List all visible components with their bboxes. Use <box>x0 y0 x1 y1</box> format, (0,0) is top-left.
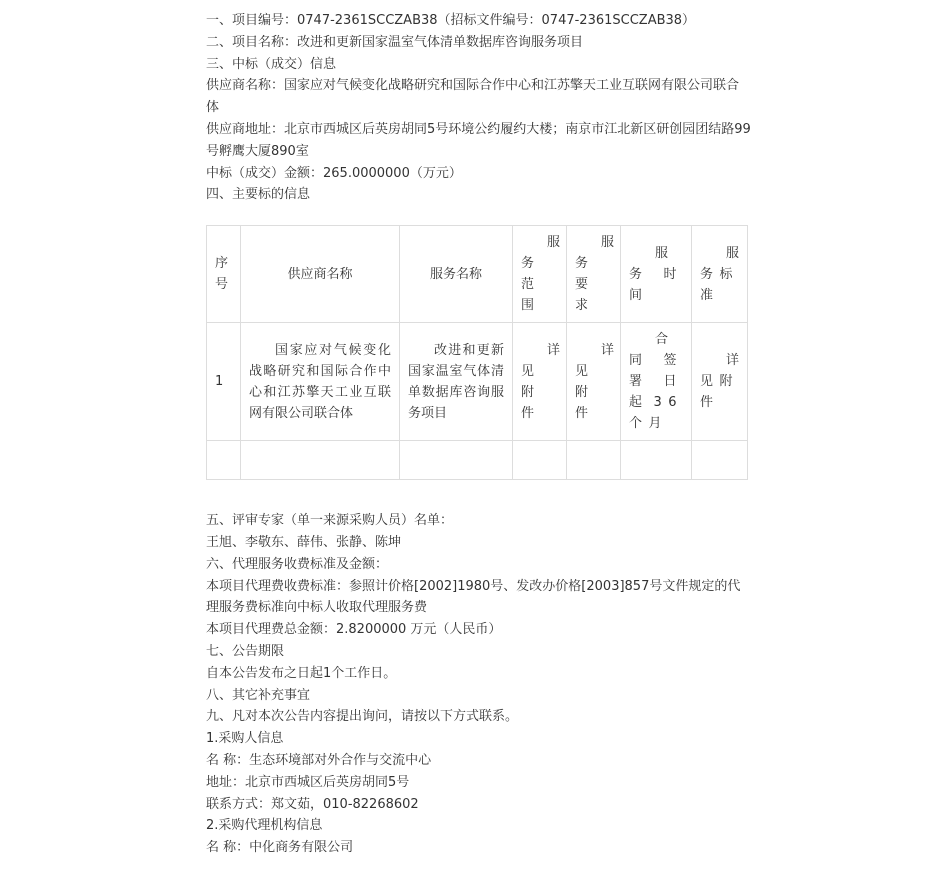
header-no: 序号 <box>207 226 241 323</box>
agency-heading: 2.采购代理机构信息 <box>206 818 323 834</box>
purchaser-name: 名 称：生态环境部对外合作与交流中心 <box>206 752 432 768</box>
main-subject-table-wrap <box>206 225 751 480</box>
main-subject-table <box>206 225 748 480</box>
agency-fee-heading: 六、代理服务收费标准及金额： <box>206 556 389 572</box>
empty-cell <box>621 441 692 480</box>
experts-names: 王旭、李敬东、薛伟、张静、陈坤 <box>206 534 402 550</box>
purchaser-heading: 1.采购人信息 <box>206 731 284 747</box>
project-name: 二、项目名称：改进和更新国家温室气体清单数据库咨询服务项目 <box>206 34 584 50</box>
period-text: 自本公告发布之日起1个工作日。 <box>206 665 397 681</box>
period-heading: 七、公告期限 <box>206 643 285 659</box>
header-supplier: 供应商名称 <box>241 226 400 323</box>
header-service-name: 服务名称 <box>400 226 513 323</box>
experts-heading: 五、评审专家（单一来源采购人员）名单： <box>206 513 454 529</box>
purchaser-phone: 联系方式：郑文茹，010-82268602 <box>206 796 419 812</box>
empty-cell <box>207 441 241 480</box>
cell-no: 1 <box>207 323 241 441</box>
cell-service-standard: 详见附件 <box>692 323 748 441</box>
header-service-time: 服务时间 <box>621 226 692 323</box>
agency-name: 名 称：中化商务有限公司 <box>206 840 354 856</box>
table-header-row <box>207 226 748 323</box>
purchaser-address: 地址：北京市西城区后英房胡同5号 <box>206 774 410 790</box>
empty-cell <box>400 441 513 480</box>
header-service-requirement: 服务要求 <box>567 226 621 323</box>
header-service-standard: 服务标准 <box>692 226 748 323</box>
table-row <box>207 323 748 441</box>
cell-service-requirement: 详见附件 <box>567 323 621 441</box>
cell-service-time: 合同签署日起36个月 <box>621 323 692 441</box>
agency-fee-total: 本项目代理费总金额：2.8200000 万元（人民币） <box>206 622 502 638</box>
contact-heading: 九、凡对本次公告内容提出询问，请按以下方式联系。 <box>206 709 519 725</box>
cell-service-scope: 详见附件 <box>513 323 567 441</box>
table-empty-row <box>207 441 748 480</box>
empty-cell <box>567 441 621 480</box>
empty-cell <box>241 441 400 480</box>
project-number: 一、项目编号：0747-2361SCCZAB38（招标文件编号：0747-2361SCCZAB38） <box>206 13 696 28</box>
empty-cell <box>513 441 567 480</box>
award-amount: 中标（成交）金额：265.0000000（万元） <box>206 165 462 181</box>
main-subject-heading: 四、主要标的信息 <box>206 187 311 203</box>
other-heading: 八、其它补充事宜 <box>206 687 311 703</box>
cell-service-name: 改进和更新国家温室气体清单数据库咨询服务项目 <box>400 323 513 441</box>
agency-fee-standard: 本项目代理费收费标准：参照计价格[2002]1980号、发改办价格[2003]857号文件规定的代理服务费标准向中标人收取代理服务费 <box>206 578 741 616</box>
cell-supplier: 国家应对气候变化战略研究和国际合作中心和江苏擎天工业互联网有限公司联合体 <box>241 323 400 441</box>
empty-cell <box>692 441 748 480</box>
announcement-document <box>206 10 751 859</box>
award-heading: 三、中标（成交）信息 <box>206 56 337 72</box>
supplier-name: 供应商名称：国家应对气候变化战略研究和国际合作中心和江苏擎天工业互联网有限公司联合体 <box>206 78 740 116</box>
supplier-address: 供应商地址：北京市西城区后英房胡同5号环境公约履约大楼；南京市江北新区研创园团结路99号孵鹰大厦890室 <box>206 121 751 159</box>
header-service-scope: 服务范围 <box>513 226 567 323</box>
